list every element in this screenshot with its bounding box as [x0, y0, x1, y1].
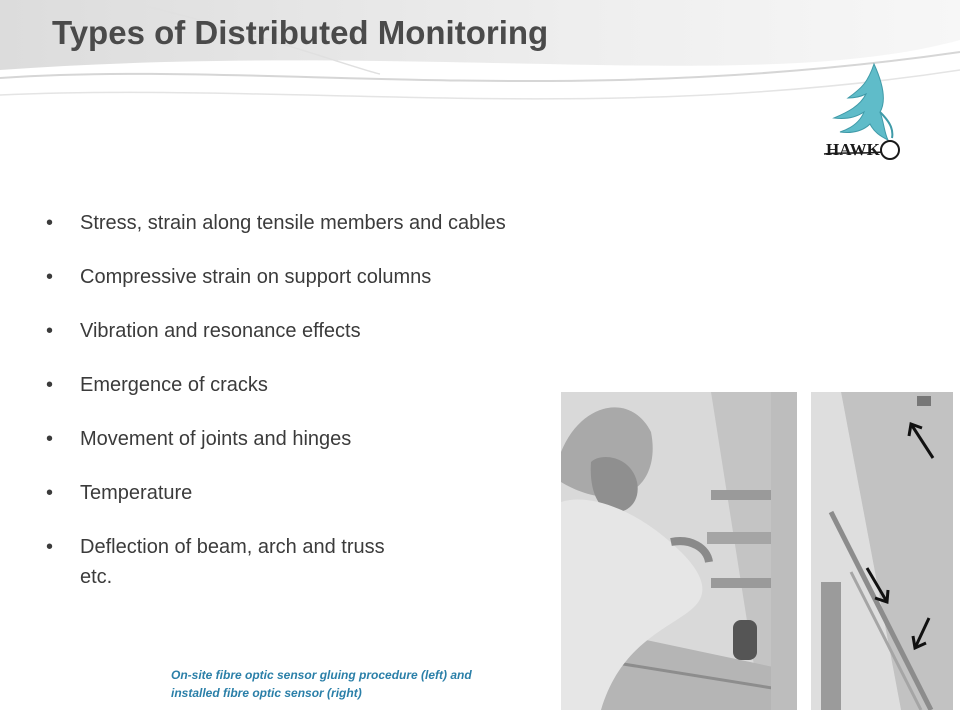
photo-sensor-gluing	[561, 392, 797, 710]
bullet-text: Compressive strain on support columns	[80, 266, 432, 288]
list-item	[46, 316, 680, 346]
bullet-marker: •	[46, 266, 54, 288]
list-item	[46, 532, 420, 592]
slide-title: Types of Distributed Monitoring	[52, 14, 549, 51]
bullet-marker: •	[46, 374, 54, 396]
caption-line: installed fibre optic sensor (right)	[171, 686, 362, 700]
photo-installed-sensor	[811, 392, 953, 710]
bullet-text: Emergence of cracks	[80, 374, 268, 396]
bullet-marker: •	[46, 536, 54, 558]
bullet-marker: •	[46, 212, 54, 234]
photo-caption	[171, 666, 561, 702]
bullet-marker: •	[46, 428, 54, 450]
bullet-text: Movement of joints and hinges	[80, 428, 352, 450]
bullet-text: Temperature	[80, 482, 193, 504]
bullet-text: Deflection of beam, arch and truss etc.	[80, 536, 385, 588]
list-item	[46, 208, 680, 238]
bullet-marker: •	[46, 482, 54, 504]
bullet-text: Stress, strain along tensile members and cables	[80, 212, 506, 234]
bullet-text: Vibration and resonance effects	[80, 320, 361, 342]
logo-wordmark: HAWK	[826, 140, 880, 159]
bullet-marker: •	[46, 320, 54, 342]
list-item	[46, 262, 680, 292]
caption-line: On-site fibre optic sensor gluing procedure (left) and	[171, 668, 472, 682]
